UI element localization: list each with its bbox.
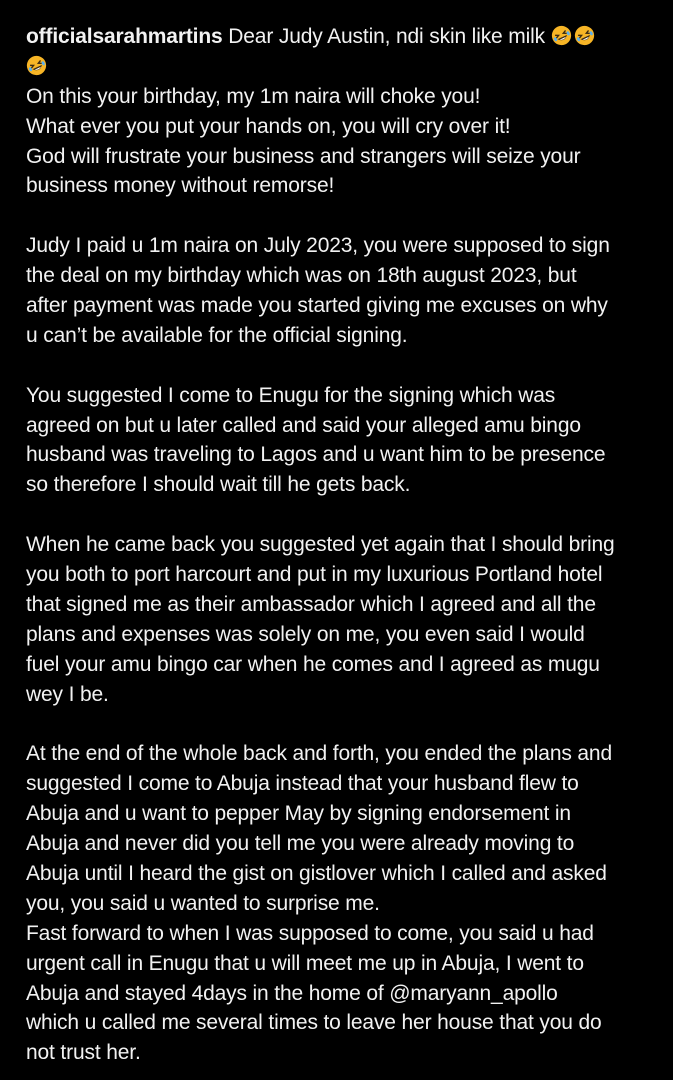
caption-line: not trust her. bbox=[26, 1041, 141, 1065]
username-link[interactable]: officialsarahmartins bbox=[26, 25, 223, 48]
post-caption bbox=[26, 22, 656, 1068]
rolling-on-floor-laughing-emoji-icon bbox=[26, 55, 47, 76]
caption-line bbox=[26, 52, 656, 82]
caption-line: plans and expenses was solely on me, you even said I would bbox=[26, 622, 585, 646]
caption-line: husband was traveling to Lagos and u want him to be presence bbox=[26, 443, 606, 467]
caption-line: so therefore I should wait till he gets back. bbox=[26, 473, 411, 497]
caption-line: the deal on my birthday which was on 18th august 2023, but bbox=[26, 264, 577, 288]
paragraph-break bbox=[26, 351, 656, 381]
caption-line: What ever you put your hands on, you will cry over it! bbox=[26, 114, 511, 138]
caption-line: Fast forward to when I was supposed to come, you said u had bbox=[26, 921, 594, 945]
caption-text: Dear Judy Austin, ndi skin like milk bbox=[228, 25, 545, 48]
caption-line: after payment was made you started giving me excuses on why bbox=[26, 294, 608, 318]
caption-line: which u called me several times to leave her house that you do bbox=[26, 1011, 602, 1035]
rolling-on-floor-laughing-emoji-icon bbox=[574, 25, 595, 46]
caption-line: Abuja and u want to pepper May by signing endorsement in bbox=[26, 802, 571, 826]
caption-line: u can’t be available for the official signing. bbox=[26, 323, 408, 347]
caption-line: wey I be. bbox=[26, 682, 109, 706]
caption-line: Judy I paid u 1m naira on July 2023, you were supposed to sign bbox=[26, 234, 610, 258]
caption-line: suggested I come to Abuja instead that your husband flew to bbox=[26, 772, 579, 796]
caption-line: Abuja and never did you tell me you were already moving to bbox=[26, 832, 575, 856]
caption-line: God will frustrate your business and strangers will seize your bbox=[26, 144, 581, 168]
paragraph-break bbox=[26, 709, 656, 739]
paragraph-break bbox=[26, 500, 656, 530]
caption-line bbox=[26, 22, 656, 52]
caption-line: urgent call in Enugu that u will meet me up in Abuja, I went to bbox=[26, 951, 584, 975]
caption-line: On this your birthday, my 1m naira will choke you! bbox=[26, 84, 481, 108]
caption-line: business money without remorse! bbox=[26, 174, 335, 198]
paragraph-break bbox=[26, 201, 656, 231]
caption-line: agreed on but u later called and said your alleged amu bingo bbox=[26, 413, 581, 437]
caption-line: When he came back you suggested yet again that I should bring bbox=[26, 533, 615, 557]
caption-line: that signed me as their ambassador which I agreed and all the bbox=[26, 592, 596, 616]
caption-line: At the end of the whole back and forth, you ended the plans and bbox=[26, 742, 612, 766]
rolling-on-floor-laughing-emoji-icon bbox=[551, 25, 572, 46]
caption-line: fuel your amu bingo car when he comes and I agreed as mugu bbox=[26, 652, 600, 676]
caption-line: Abuja until I heard the gist on gistlover which I called and asked bbox=[26, 861, 607, 885]
caption-line: you both to port harcourt and put in my luxurious Portland hotel bbox=[26, 563, 603, 587]
caption-line: You suggested I come to Enugu for the signing which was bbox=[26, 383, 556, 407]
caption-line: you, you said u wanted to surprise me. bbox=[26, 891, 380, 915]
caption-line: Abuja and stayed 4days in the home of @maryann_apollo bbox=[26, 981, 558, 1005]
